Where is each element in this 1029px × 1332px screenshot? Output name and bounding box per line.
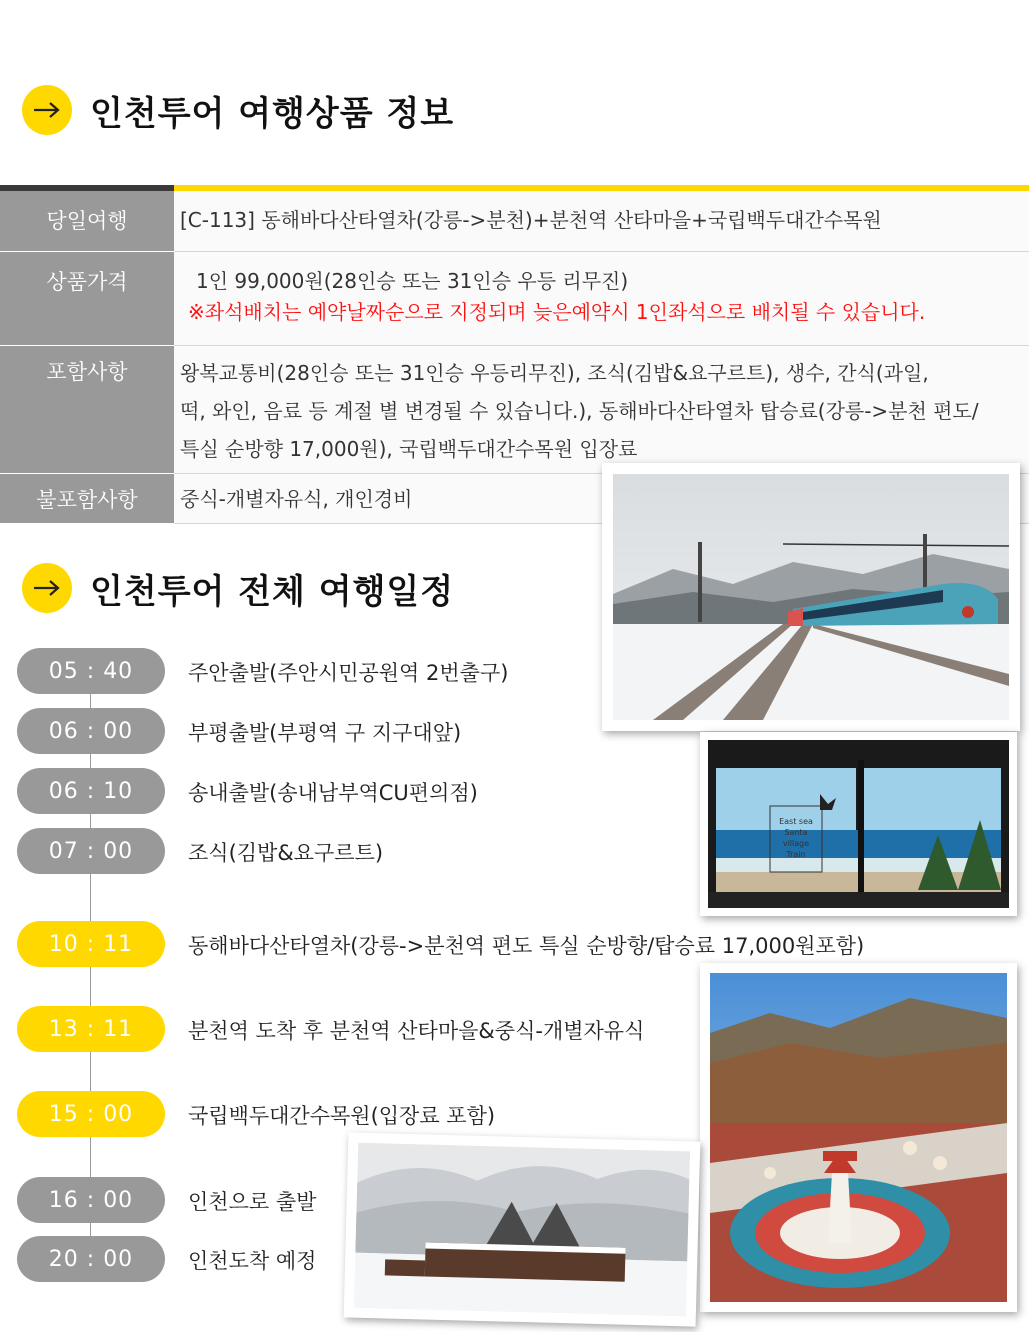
window-logo-line: East sea xyxy=(779,817,813,826)
time-badge: 06 : 10 xyxy=(17,768,165,814)
photo-santa-train-window xyxy=(700,732,1017,916)
schedule-item: 인천도착 예정 xyxy=(188,1249,317,1273)
info-label: 불포함사항 xyxy=(0,473,174,523)
info-row-price xyxy=(0,251,1029,345)
schedule-item: 조식(김밥&요구르트) xyxy=(188,841,384,865)
schedule-item: 국립백두대간수목원(입장료 포함) xyxy=(188,1104,496,1128)
window-logo-line: Train xyxy=(786,850,806,859)
time-badge: 05 : 40 xyxy=(17,648,165,694)
section-header-info xyxy=(22,85,454,135)
time-badge-highlight: 13 : 11 xyxy=(17,1006,165,1052)
time-badge: 16 : 00 xyxy=(17,1177,165,1223)
included-line: 특실 순방향 17,000원), 국립백두대간수목원 입장료 xyxy=(180,436,638,461)
window-logo-line: Santa xyxy=(784,828,808,837)
seat-notice: ※좌석배치는 예약날짜순으로 지정되며 늦은예약시 1인좌석으로 배치될 수 있습니다. xyxy=(188,299,926,324)
schedule-item: 송내출발(송내남부역CU편의점) xyxy=(188,781,478,805)
section-header-schedule xyxy=(22,563,454,613)
schedule-item: 인천으로 출발 xyxy=(188,1190,317,1214)
section-title-schedule: 인천투어 전체 여행일정 xyxy=(90,571,455,612)
info-label: 당일여행 xyxy=(0,191,174,251)
included-line: 왕복교통비(28인승 또는 31인승 우등리무진), 조식(김밥&요구르트), 생수, 간식(과일, xyxy=(180,360,929,385)
photo-arboretum-snow xyxy=(344,1132,701,1326)
photo-santa-train-snow xyxy=(602,463,1020,731)
arrow-right-icon xyxy=(22,85,72,135)
info-label: 상품가격 xyxy=(0,251,174,345)
photo-santa-village xyxy=(700,963,1017,1312)
info-label: 포함사항 xyxy=(0,345,174,473)
schedule-item: 부평출발(부평역 구 지구대앞) xyxy=(188,721,462,745)
info-value: 중식-개별자유식, 개인경비 xyxy=(174,473,1029,523)
time-badge: 20 : 00 xyxy=(17,1236,165,1282)
section-title-info: 인천투어 여행상품 정보 xyxy=(90,93,455,134)
time-badge: 07 : 00 xyxy=(17,828,165,874)
time-badge: 06 : 00 xyxy=(17,708,165,754)
arrow-right-icon xyxy=(22,563,72,613)
included-line: 떡, 와인, 음료 등 계절 별 변경될 수 있습니다.), 동해바다산타열차 탑승료(강릉->분천 편도/ xyxy=(180,398,979,423)
info-row-included xyxy=(0,345,1029,473)
schedule-item: 주안출발(주안시민공원역 2번출구) xyxy=(188,661,509,685)
info-row-trip xyxy=(0,191,1029,251)
schedule-item: 동해바다산타열차(강릉->분천역 편도 특실 순방향/탑승료 17,000원포함) xyxy=(188,934,865,958)
time-badge-highlight: 15 : 00 xyxy=(17,1091,165,1137)
schedule-item: 분천역 도착 후 분천역 산타마을&중식-개별자유식 xyxy=(188,1019,645,1043)
price-value: 1인 99,000원(28인승 또는 31인승 우등 리무진) xyxy=(196,268,629,293)
time-badge-highlight: 10 : 11 xyxy=(17,921,165,967)
info-value: [C-113] 동해바다산타열차(강릉->분천)+분천역 산타마을+국립백두대간수목원 xyxy=(174,191,1029,251)
window-logo-line: village xyxy=(782,839,810,848)
